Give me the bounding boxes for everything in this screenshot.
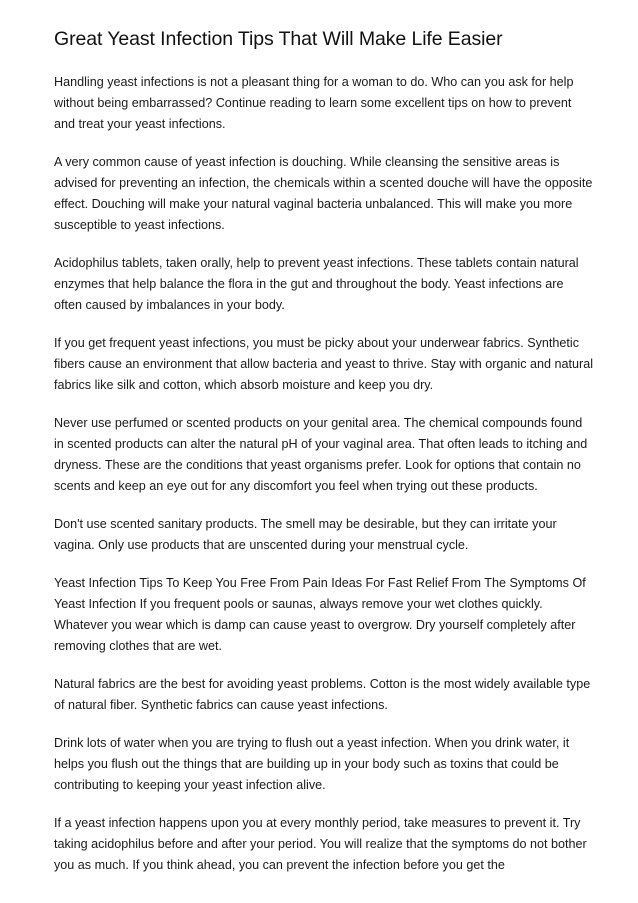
paragraph-8: Natural fabrics are the best for avoiding yeast problems. Cotton is the most widely available type of natural fiber. Synthetic fabrics can cause yeast infections. xyxy=(54,677,591,712)
document-title: Great Yeast Infection Tips That Will Make Life Easier xyxy=(54,28,503,50)
paragraph-10: If a yeast infection happens upon you at every monthly period, take measures to prevent it. Try taking acidophilus before and after your period. You will realize that the symptoms do not bother you as much. If you think ahead, you can prevent the infection before you get the xyxy=(54,816,587,872)
paragraph-2: A very common cause of yeast infection is douching. While cleansing the sensitive areas is advised for preventing an infection, the chemicals within a scented douche will have the opposite effect. Douching will make your natural vaginal bacteria unbalanced. This will make you more susceptible to yeast infections. xyxy=(54,155,593,232)
paragraph-3: Acidophilus tablets, taken orally, help to prevent yeast infections. These tablets contain natural enzymes that help balance the flora in the gut and throughout the body. Yeast infections are often caused by imbalances in your body. xyxy=(54,256,579,312)
paragraph-9: Drink lots of water when you are trying to flush out a yeast infection. When you drink water, it helps you flush out the things that are building up in your body such as toxins that could be contributing to keeping your yeast infection alive. xyxy=(54,736,570,792)
paragraph-1: Handling yeast infections is not a pleasant thing for a woman to do. Who can you ask for help without being embarrassed? Continue reading to learn some excellent tips on how to prevent and treat your yeast infections. xyxy=(54,75,574,131)
document-page xyxy=(54,26,594,893)
paragraph-6: Don't use scented sanitary products. The smell may be desirable, but they can irritate your vagina. Only use products that are unscented during your menstrual cycle. xyxy=(54,517,557,552)
paragraph-4: If you get frequent yeast infections, you must be picky about your underwear fabrics. Synthetic fibers cause an environment that allow bacteria and yeast to thrive. Stay with organic and natural fabrics like silk and cotton, which absorb moisture and keep you dry. xyxy=(54,336,594,392)
paragraph-7: Yeast Infection Tips To Keep You Free From Pain Ideas For Fast Relief From The Symptoms Of Yeast Infection If you frequent pools or saunas, always remove your wet clothes quickly. Whatever you wear which is damp can cause yeast to overgrow. Dry yourself completely after removing clothes that are wet. xyxy=(54,576,586,653)
paragraph-5: Never use perfumed or scented products on your genital area. The chemical compounds found in scented products can alter the natural pH of your vaginal area. That often leads to itching and dryness. These are the conditions that yeast organisms prefer. Look for options that contain no scents and keep an eye out for any discomfort you feel when trying out these products. xyxy=(54,416,588,493)
